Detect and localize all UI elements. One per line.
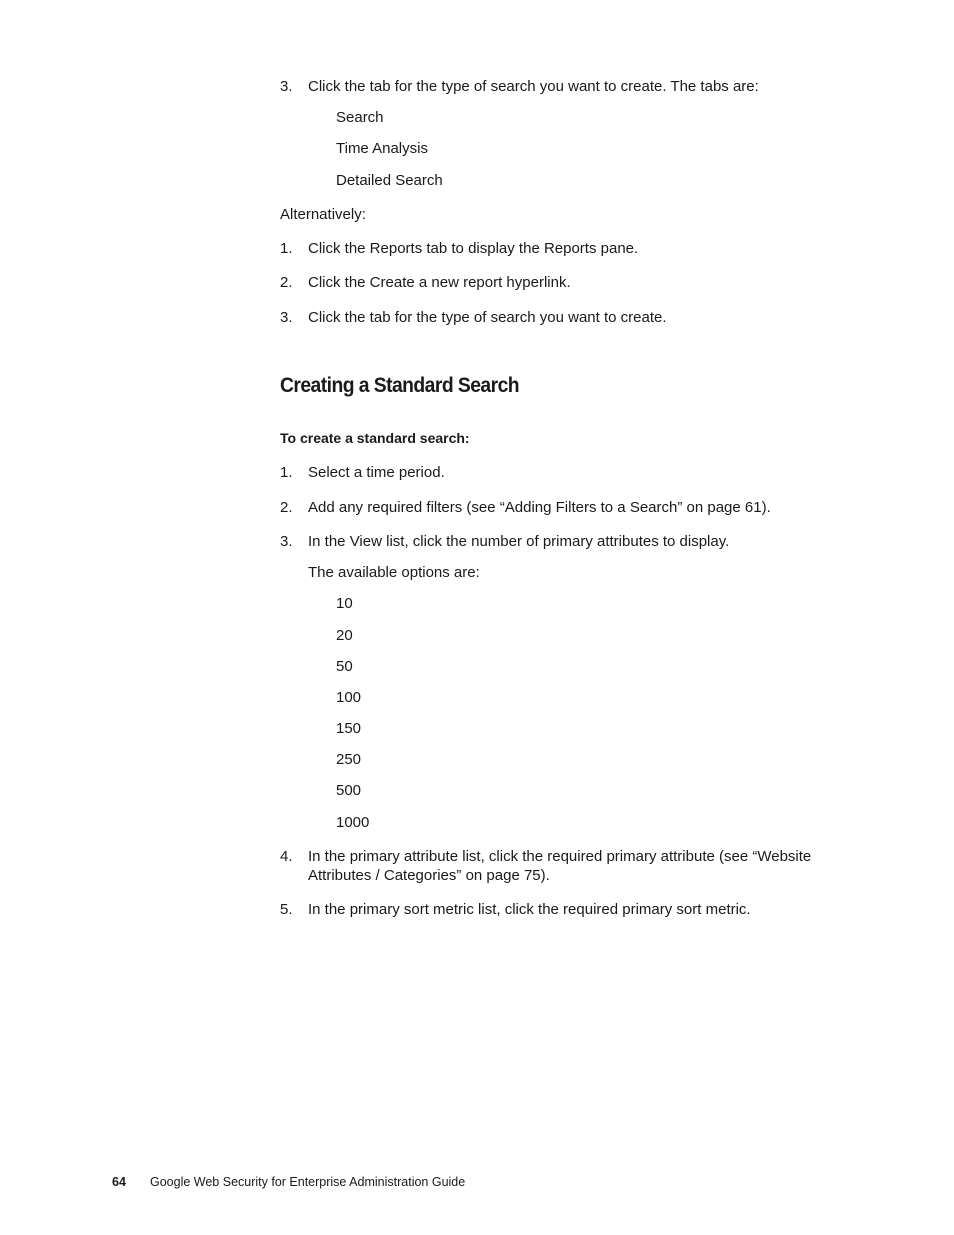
step-number: 1. [280, 240, 293, 257]
list-item [280, 498, 840, 517]
step-number: 3. [280, 533, 293, 550]
step-text: Click the Create a new report hyperlink. [308, 274, 571, 291]
list-item [280, 273, 840, 292]
list-item [280, 463, 840, 482]
list-item [280, 900, 840, 919]
footer-title: Google Web Security for Enterprise Administration Guide [150, 1175, 466, 1189]
option-value: 50 [336, 658, 353, 675]
step-text: Select a time period. [308, 464, 445, 481]
option-value: 100 [336, 689, 362, 706]
option-value: 150 [336, 720, 362, 737]
tab-name-detailed-search: Detailed Search [336, 172, 443, 189]
list-item [280, 532, 840, 551]
option-value: 500 [336, 782, 362, 799]
list-item [280, 847, 840, 885]
page-content [280, 77, 840, 919]
step-number: 3. [280, 78, 293, 95]
step-text: Add any required filters (see “Adding Filters to a Search” on page 61). [308, 499, 771, 516]
step-number: 5. [280, 901, 293, 918]
tab-name-search: Search [336, 109, 384, 126]
tab-name-time-analysis: Time Analysis [336, 140, 428, 157]
option-value: 250 [336, 751, 362, 768]
procedure-title: To create a standard search: [280, 430, 470, 446]
step-number: 2. [280, 499, 293, 516]
step-number: 2. [280, 274, 293, 291]
option-value: 20 [336, 627, 353, 644]
step-text: In the primary attribute list, click the required primary attribute (see “Website Attributes / Categories” on page 75). [308, 848, 812, 884]
step-text: Click the Reports tab to display the Reports pane. [308, 240, 639, 257]
step-number: 1. [280, 464, 293, 481]
options-intro: The available options are: [308, 564, 480, 581]
list-item [280, 77, 840, 96]
step-text: In the primary sort metric list, click the required primary sort metric. [308, 901, 751, 918]
list-item [280, 308, 840, 327]
step-text: Click the tab for the type of search you want to create. The tabs are: [308, 78, 759, 95]
option-value: 1000 [336, 814, 370, 831]
step-number: 4. [280, 848, 293, 865]
option-value: 10 [336, 595, 353, 612]
alternatively-text: Alternatively: [280, 206, 366, 223]
step-number: 3. [280, 309, 293, 326]
page-footer [112, 1174, 465, 1190]
section-heading: Creating a Standard Search [280, 374, 520, 397]
step-text: In the View list, click the number of primary attributes to display. [308, 533, 730, 550]
page-number: 64 [112, 1175, 126, 1189]
list-item [280, 239, 840, 258]
step-text: Click the tab for the type of search you want to create. [308, 309, 667, 326]
